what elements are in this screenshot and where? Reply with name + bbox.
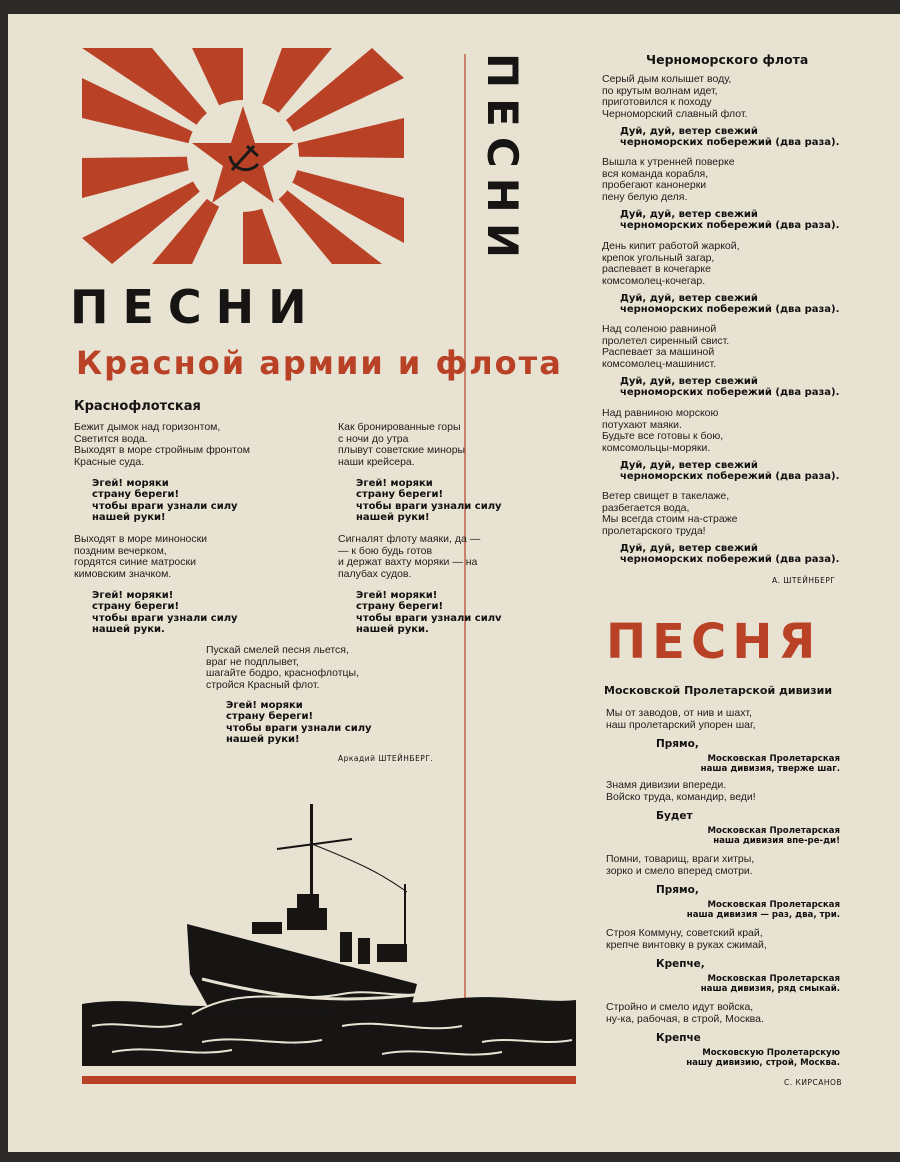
refrain-lead: Прямо, xyxy=(656,884,699,896)
verse: Серый дым колышет воду, по крутым волнам идет, приготовился к походу Черноморский славный флот. xyxy=(602,73,748,120)
page-subtitle: Красной армии и флота xyxy=(76,344,563,382)
naval-flag-emblem xyxy=(82,48,404,264)
chorus: Дуй, дуй, ветер свежий черноморских побережий (два раза). xyxy=(620,126,840,149)
verse: День кипит работой жаркой, крепок угольный загар, распевает в кочегарке комсомолец-кочегар. xyxy=(602,240,740,287)
vertical-title: ПЕСНИ xyxy=(478,52,527,268)
refrain: Московская Пролетарская наша дивизия — раз, два, три. xyxy=(686,900,840,920)
refrain: Московская Пролетарская наша дивизия, ряд смыкай. xyxy=(700,974,840,994)
verse: Как бронированные горы с ночи до утра плывут советские миноры наши крейсера. xyxy=(338,421,466,468)
chorus: Дуй, дуй, ветер свежий черноморских побережий (два раза). xyxy=(620,460,840,483)
refrain-lead: Крепче xyxy=(656,1032,701,1044)
chorus: Эгей! моряки! страну береги! чтобы враги узнали силv нашей руки. xyxy=(356,590,502,636)
verse: Над соленою равниной пролетел сиренный свист. Распевает за машиной комсомолец-машинист. xyxy=(602,323,730,370)
bottom-rule xyxy=(82,1076,576,1084)
chorus: Дуй, дуй, ветер свежий черноморских побережий (два раза). xyxy=(620,543,840,566)
signature: С. КИРСАНОВ xyxy=(784,1078,843,1087)
verse: Над равниною морскою потухают маяки. Будьте все готовы к бою, комсомольцы-моряки. xyxy=(602,407,724,454)
song-title: Черноморского флота xyxy=(646,52,809,67)
chorus: Эгей! моряки страну береги! чтобы враги узнали силу нашей руки! xyxy=(92,478,238,524)
refrain-lead: Прямо, xyxy=(656,738,699,750)
chorus: Эгей! моряки страну береги! чтобы враги узнали силу нашей руки! xyxy=(356,478,502,524)
signature: А. ШТЕЙНБЕРГ xyxy=(772,576,836,585)
verse: Бежит дымок над горизонтом, Светится вода. Выходят в море стройным фронтом Красные суда. xyxy=(74,421,250,468)
verse: Мы от заводов, от нив и шахт, наш пролетарский упорен шаг, xyxy=(606,707,756,731)
chorus: Эгей! моряки страну береги! чтобы враги узнали силу нашей руки! xyxy=(226,700,372,746)
verse: Пускай смелей песня льется, враг не подплывет, шагайте бодро, краснофлотцы, стройся Красный флот. xyxy=(206,644,359,691)
refrain: Московская Пролетарская наша дивизия, тверже шаг. xyxy=(700,754,840,774)
verse: Стройно и смело идут войска, ну-ка, рабочая, в строй, Москва. xyxy=(606,1001,764,1025)
verse: Знамя дивизии впереди. Войско труда, командир, веди! xyxy=(606,779,756,803)
verse: Сигналят флоту маяки, да — — к бою будь готов и держат вахту моряки — на палубах судов. xyxy=(338,533,481,580)
verse: Выходят в море миноноски поздним вечерком, гордятся синие матроски кимовским значком. xyxy=(74,533,208,580)
magazine-page xyxy=(8,14,900,1152)
refrain: Московская Пролетарская наша дивизия впе-ре-ди! xyxy=(707,826,840,846)
chorus: Дуй, дуй, ветер свежий черноморских побережий (два раза). xyxy=(620,209,840,232)
chorus: Эгей! моряки! страну береги! чтобы враги узнали силу нашей руки. xyxy=(92,590,238,636)
song-title: Краснофлотская xyxy=(74,399,201,414)
chorus: Дуй, дуй, ветер свежий черноморских побережий (два раза). xyxy=(620,376,840,399)
verse: Ветер свищет в такелаже, разбегается вода, Мы всегда стоим на-страже пролетарского труда! xyxy=(602,490,738,537)
section-heading: ПЕСНЯ xyxy=(606,614,822,670)
warship-illustration xyxy=(82,804,576,1074)
refrain-lead: Будет xyxy=(656,810,693,822)
verse: Вышла к утренней поверке вся команда корабля, пробегают канонерки пену белую деля. xyxy=(602,156,735,203)
chorus: Дуй, дуй, ветер свежий черноморских побережий (два раза). xyxy=(620,293,840,316)
signature: Аркадий ШТЕЙНБЕРГ. xyxy=(338,754,434,763)
verse: Строя Коммуну, советский край, крепче винтовку в руках сжимай, xyxy=(606,927,767,951)
page-title: ПЕСНИ xyxy=(70,280,321,334)
verse: Помни, товарищ, враги хитры, зорко и смело вперед смотри. xyxy=(606,853,755,877)
song-title: Московской Пролетарской дивизии xyxy=(604,684,833,697)
refrain: Московскую Пролетарскую нашу дивизию, строй, Москва. xyxy=(686,1048,840,1068)
refrain-lead: Крепче, xyxy=(656,958,705,970)
